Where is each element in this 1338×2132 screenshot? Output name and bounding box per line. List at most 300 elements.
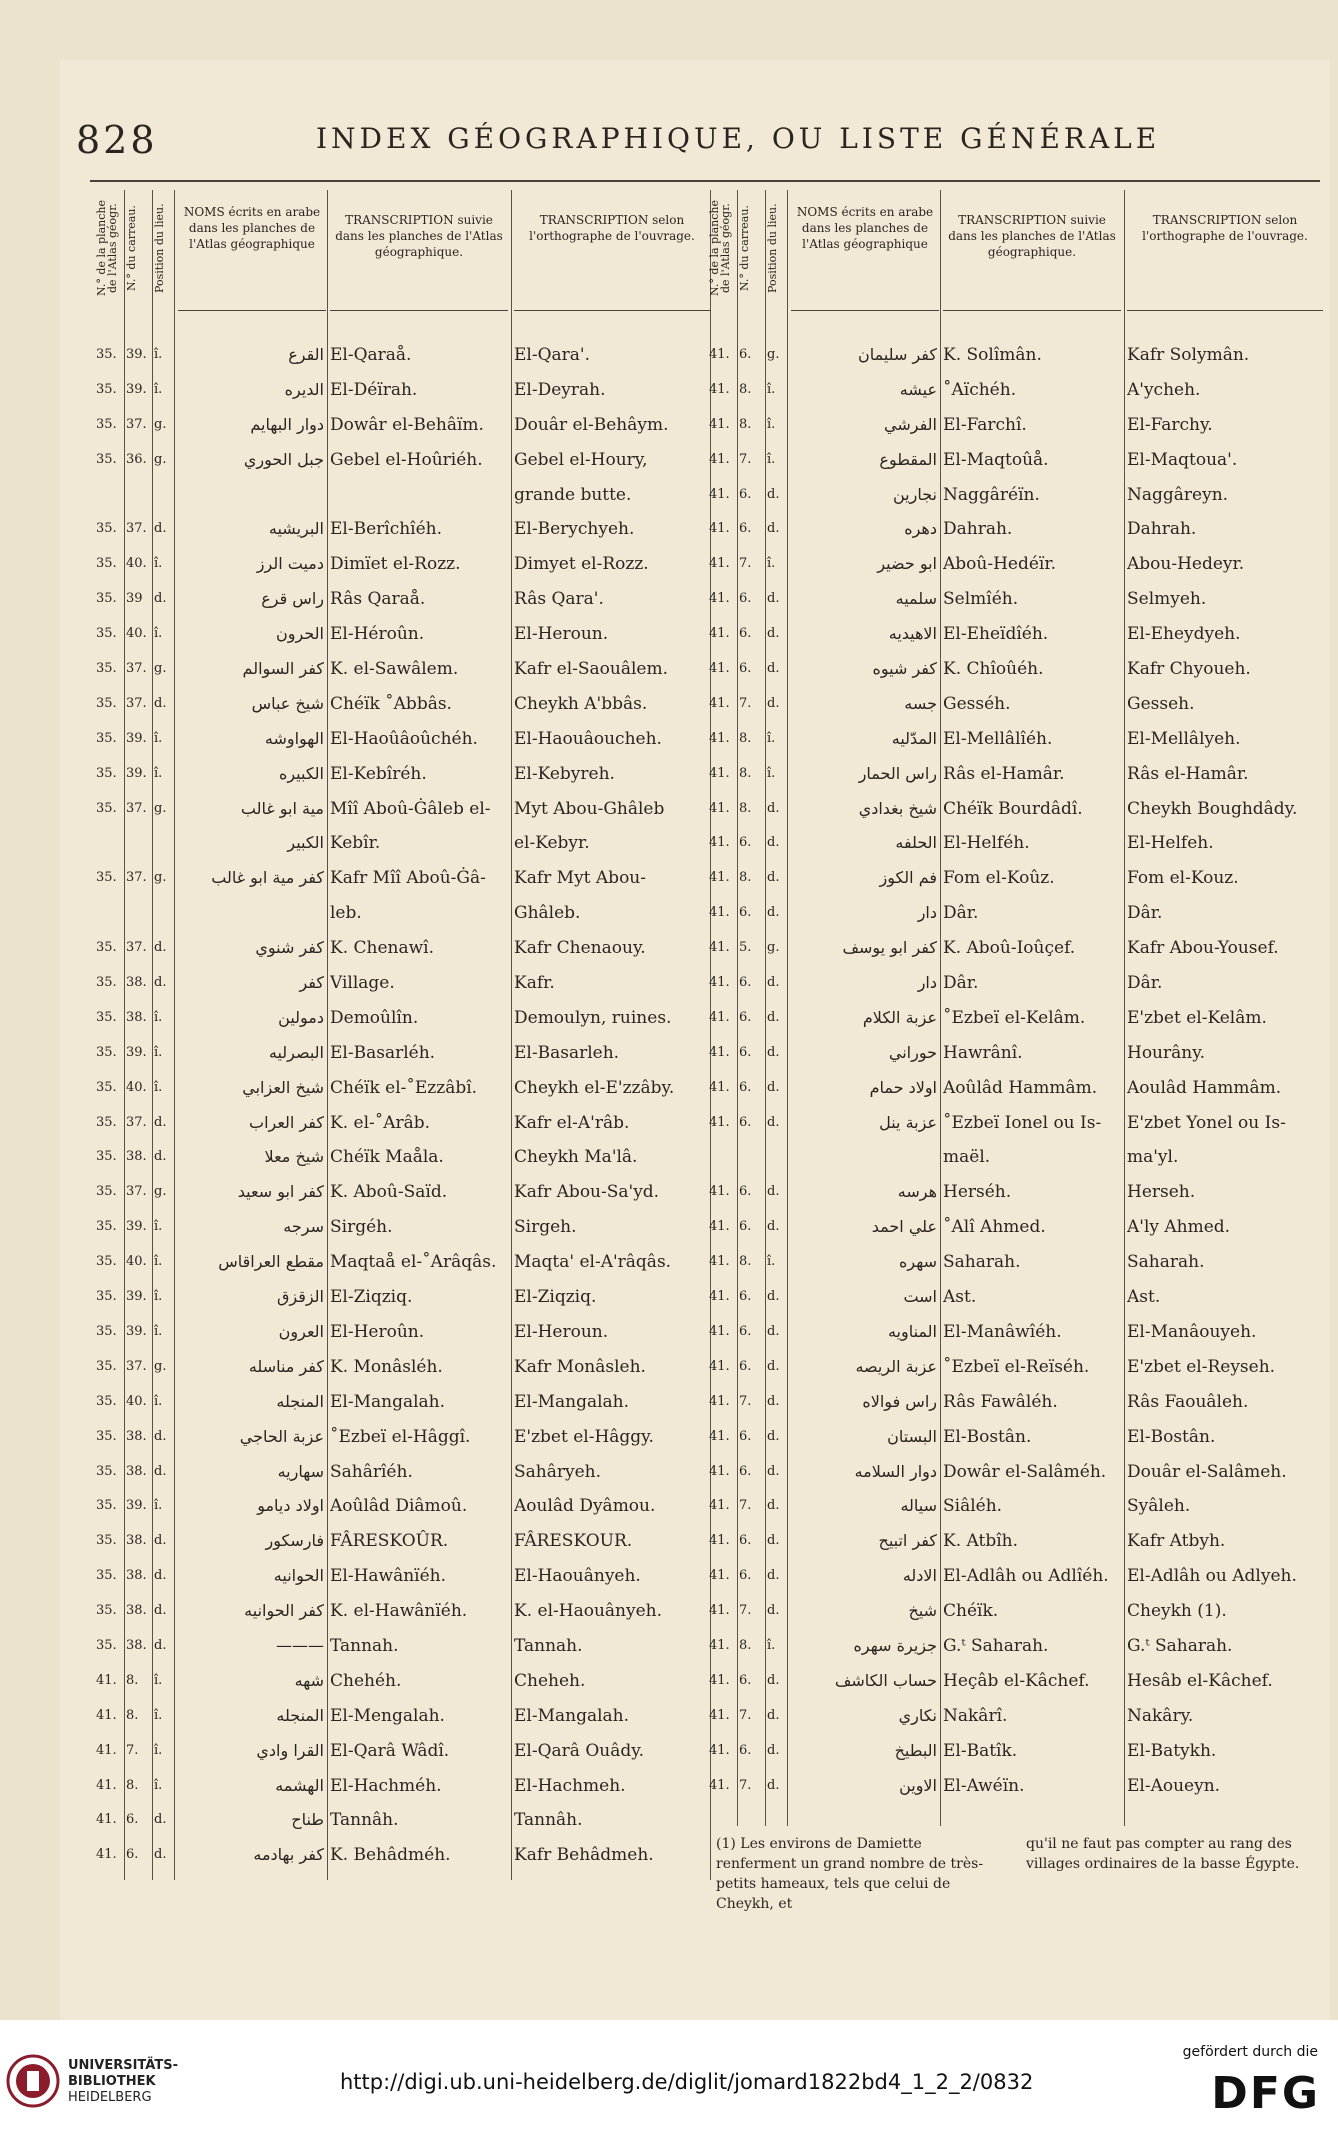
orthography: Ghâleb.: [514, 903, 581, 924]
table-row: [90, 931, 712, 966]
square-number: 6.: [739, 1079, 752, 1095]
transcription: FÂRESKOÛR.: [330, 1531, 449, 1552]
orthography: El-Mellâlyeh.: [1127, 728, 1241, 749]
square-number: 6.: [739, 1742, 752, 1758]
orthography: Gebel el-Houry,: [514, 449, 648, 470]
orthography: El-Mangalah.: [514, 1705, 630, 1726]
arabic-name: دهره: [904, 519, 937, 539]
arabic-name: الحلفه: [895, 833, 937, 853]
col-head-square: N.° du carreau.: [738, 205, 751, 292]
dfg-logo: DFG: [1211, 2068, 1320, 2119]
permalink-url[interactable]: http://digi.ub.uni-heidelberg.de/diglit/jomard1822bd4_1_2_2/0832: [340, 2070, 1034, 2094]
orthography: E'zbet Yonel ou Is-: [1127, 1112, 1286, 1133]
arabic-name: الفرشي: [884, 414, 937, 434]
arabic-name: ———: [276, 1635, 324, 1655]
arabic-name: البطيخ: [894, 1740, 937, 1760]
table-row: [90, 512, 712, 547]
arabic-name: كفر شيوه: [872, 659, 937, 679]
transcription: El-Héroûn.: [330, 624, 425, 645]
square-number: 7.: [739, 556, 752, 572]
table-row: [703, 373, 1325, 408]
position-code: d.: [767, 1428, 780, 1444]
plate-number: 41.: [709, 1009, 730, 1025]
table-row: [90, 1140, 712, 1175]
position-code: î.: [767, 451, 776, 467]
position-code: d.: [767, 1568, 780, 1584]
plate-number: 35.: [96, 1358, 117, 1374]
table-row: [703, 1664, 1325, 1699]
plate-number: 41.: [709, 1289, 730, 1305]
table-row: [90, 1594, 712, 1629]
transcription: Fom el-Koûz.: [943, 868, 1055, 889]
arabic-name: كفر السوالم: [242, 659, 324, 679]
square-number: 6.: [739, 486, 752, 502]
square-number: 8.: [739, 870, 752, 886]
position-code: î.: [154, 1672, 163, 1688]
orthography: Kafr Chyoueh.: [1127, 659, 1251, 680]
position-code: g.: [154, 870, 167, 886]
table-row: [90, 582, 712, 617]
square-number: 40.: [126, 1079, 147, 1095]
plate-number: 35.: [96, 870, 117, 886]
plate-number: 41.: [709, 416, 730, 432]
position-code: d.: [154, 975, 167, 991]
plate-number: 35.: [96, 1254, 117, 1270]
orthography: Dahrah.: [1127, 519, 1197, 540]
table-row: [703, 1350, 1325, 1385]
table-row: [703, 1489, 1325, 1524]
transcription: Aoûlâd Diâmoû.: [330, 1496, 468, 1517]
plate-number: 41.: [709, 1637, 730, 1653]
table-row: [703, 966, 1325, 1001]
square-number: 8.: [739, 381, 752, 397]
orthography: Ast.: [1127, 1287, 1161, 1308]
plate-number: 35.: [96, 416, 117, 432]
orthography: FÂRESKOUR.: [514, 1531, 633, 1552]
col-head-orthography: TRANSCRIPTION selon l'orthographe de l'ouvrage.: [529, 213, 695, 243]
table-row: [90, 1001, 712, 1036]
position-code: d.: [767, 1533, 780, 1549]
position-code: d.: [154, 1847, 167, 1863]
transcription: K. el-Hawânïéh.: [330, 1601, 468, 1622]
position-code: î.: [154, 1777, 163, 1793]
arabic-name: الهشمه: [275, 1775, 324, 1795]
square-number: 6.: [739, 1323, 752, 1339]
running-title: INDEX GÉOGRAPHIQUE, OU LISTE GÉNÉRALE: [316, 122, 1161, 155]
table-row: [90, 1629, 712, 1664]
arabic-name: كفر ابو يوسف: [842, 938, 937, 958]
arabic-name: كفر مية ابو غالب: [211, 868, 324, 888]
position-code: î.: [154, 1742, 163, 1758]
square-number: 38.: [126, 1603, 147, 1619]
square-number: 8.: [739, 800, 752, 816]
square-number: 5.: [739, 940, 752, 956]
plate-number: 35.: [96, 1149, 117, 1165]
position-code: g.: [154, 451, 167, 467]
orthography: El-Haouâoucheh.: [514, 728, 662, 749]
square-number: 39.: [126, 381, 147, 397]
plate-number: 35.: [96, 591, 117, 607]
arabic-name: ابو حضير: [877, 554, 937, 574]
arabic-name: كفر العراب: [249, 1112, 324, 1132]
transcription: El-Qaraå.: [330, 345, 412, 365]
table-row: [90, 617, 712, 652]
plate-number: 41.: [709, 1777, 730, 1793]
transcription: K. Behâdméh.: [330, 1845, 451, 1866]
position-code: d.: [154, 695, 167, 711]
table-row: [703, 338, 1325, 373]
plate-number: 41.: [709, 661, 730, 677]
square-number: 37.: [126, 940, 147, 956]
transcription: El-Maqtoûå.: [943, 449, 1049, 470]
position-code: d.: [154, 521, 167, 537]
table-row: [90, 373, 712, 408]
transcription: K. Chîoûéh.: [943, 659, 1044, 680]
transcription: Chéïk ˚Abbâs.: [330, 693, 452, 714]
arabic-name: عزبة الريصه: [855, 1356, 937, 1376]
plate-number: 35.: [96, 521, 117, 537]
plate-number: 35.: [96, 695, 117, 711]
plate-number: 41.: [709, 1323, 730, 1339]
table-row: [90, 896, 712, 931]
square-number: 8.: [739, 1637, 752, 1653]
table-row: [703, 1106, 1325, 1141]
transcription: El-Berîchîéh.: [330, 519, 443, 540]
square-number: 37.: [126, 521, 147, 537]
position-code: d.: [767, 1463, 780, 1479]
table-row: [90, 1455, 712, 1490]
col-head-arabic: NOMS écrits en arabe dans les planches de l'Atlas géographique: [183, 205, 321, 251]
plate-number: 35.: [96, 940, 117, 956]
table-row: [90, 1838, 712, 1873]
arabic-name: الديره: [284, 379, 324, 399]
arabic-name: المنجله: [276, 1705, 324, 1725]
square-number: 6.: [739, 1672, 752, 1688]
table-row: [90, 1524, 712, 1559]
table-row: [90, 1315, 712, 1350]
transcription: Dâr.: [943, 973, 979, 994]
plate-number: 35.: [96, 1184, 117, 1200]
arabic-name: الزقزق: [276, 1287, 324, 1307]
transcription: Aboû-Hedéïr.: [943, 554, 1057, 575]
position-code: d.: [767, 1358, 780, 1374]
orthography: Cheykh Boughdâdy.: [1127, 798, 1298, 819]
table-row: [703, 547, 1325, 582]
orthography: Fom el-Kouz.: [1127, 868, 1239, 889]
transcription: K. el-Sawâlem.: [330, 659, 459, 680]
table-row: [90, 1734, 712, 1769]
position-code: î.: [154, 1393, 163, 1409]
table-row: [90, 1769, 712, 1804]
plate-number: 41.: [709, 1568, 730, 1584]
transcription: El-Bostân.: [943, 1426, 1032, 1447]
plate-number: 35.: [96, 1568, 117, 1584]
square-number: 7.: [739, 695, 752, 711]
orthography: Sahâryeh.: [514, 1461, 602, 1482]
orthography: Naggâreyn.: [1127, 484, 1229, 505]
arabic-name: حوراني: [888, 1042, 937, 1062]
plate-number: 41.: [709, 800, 730, 816]
plate-number: 41.: [96, 1812, 117, 1828]
square-number: 38.: [126, 1463, 147, 1479]
arabic-name: كفر: [299, 973, 324, 993]
position-code: g.: [767, 347, 780, 362]
position-code: d.: [767, 1672, 780, 1688]
position-code: î.: [154, 1044, 163, 1060]
square-number: 8.: [126, 1777, 139, 1793]
arabic-name: القرا وادي: [256, 1740, 324, 1760]
table-row: [703, 582, 1325, 617]
orthography: Kafr Atbyh.: [1127, 1531, 1226, 1552]
table-row: [90, 966, 712, 1001]
orthography: Cheykh el-E'zzâby.: [514, 1077, 675, 1098]
col-head-arabic: NOMS écrits en arabe dans les planches de l'Atlas géographique: [796, 205, 934, 251]
position-code: î.: [154, 1289, 163, 1305]
plate-number: 41.: [709, 1254, 730, 1270]
square-number: 7.: [739, 1707, 752, 1723]
orthography: E'zbet el-Hâggy.: [514, 1426, 654, 1447]
orthography: Kafr.: [514, 973, 555, 994]
orthography: Myt Abou-Ghâleb: [514, 798, 665, 819]
library-line-2: BIBLIOTHEK: [68, 2074, 156, 2089]
orthography: K. el-Haouânyeh.: [514, 1601, 662, 1622]
position-code: î.: [767, 381, 776, 397]
arabic-name: نجارين: [892, 484, 937, 504]
position-code: d.: [767, 1289, 780, 1305]
position-code: d.: [767, 1044, 780, 1060]
arabic-name: الكبير: [287, 833, 324, 853]
table-row: [90, 792, 712, 827]
position-code: î.: [767, 416, 776, 432]
orthography: El-Farchy.: [1127, 414, 1213, 435]
arabic-name: فارسكور: [265, 1531, 324, 1551]
plate-number: 35.: [96, 626, 117, 642]
transcription: El-Mengalah.: [330, 1705, 445, 1726]
table-row: [90, 652, 712, 687]
transcription: K. Solîmân.: [943, 345, 1042, 365]
arabic-name: راس الحمار: [858, 763, 937, 783]
square-number: 6.: [126, 1812, 139, 1828]
orthography: Saharah.: [1127, 1252, 1205, 1273]
arabic-name: دوار البهايم: [250, 414, 324, 434]
transcription: El-Déïrah.: [330, 379, 418, 400]
arabic-name: فم الكوز: [879, 868, 937, 888]
square-number: 8.: [126, 1672, 139, 1688]
position-code: î.: [154, 626, 163, 642]
table-row: [703, 1594, 1325, 1629]
square-number: 6.: [739, 905, 752, 921]
arabic-name: عزبة الكلام: [862, 1007, 937, 1027]
arabic-name: عيشه: [899, 379, 937, 399]
table-row: [703, 443, 1325, 478]
position-code: g.: [154, 661, 167, 677]
transcription: K. Atbîh.: [943, 1531, 1018, 1552]
position-code: d.: [154, 1568, 167, 1584]
square-number: 6.: [739, 661, 752, 677]
plate-number: 35.: [96, 975, 117, 991]
transcription: Râs Fawâléh.: [943, 1391, 1058, 1412]
position-code: d.: [767, 1184, 780, 1200]
square-number: 40.: [126, 1254, 147, 1270]
position-code: d.: [154, 1812, 167, 1828]
position-code: î.: [154, 556, 163, 572]
transcription: Gesséh.: [943, 693, 1011, 714]
arabic-name: عزبة ينل: [879, 1112, 937, 1132]
footnote-left: (1) Les environs de Damiette renferment un grand nombre de très-petits hameaux, tels que celui de Cheykh, et: [716, 1836, 984, 1912]
plate-number: 35.: [96, 556, 117, 572]
orthography: E'zbet el-Kelâm.: [1127, 1007, 1267, 1028]
position-code: î.: [154, 1079, 163, 1095]
orthography: Kafr Abou-Yousef.: [1127, 938, 1279, 959]
plate-number: 41.: [709, 591, 730, 607]
position-code: d.: [767, 521, 780, 537]
transcription: El-Hawânïéh.: [330, 1566, 447, 1587]
transcription: Chéïk.: [943, 1601, 999, 1622]
transcription: El-Ziqziq.: [330, 1287, 413, 1308]
position-code: g.: [767, 940, 780, 956]
plate-number: 41.: [709, 347, 730, 362]
plate-number: 35.: [96, 661, 117, 677]
arabic-name: مقطع العراقاس: [218, 1252, 324, 1272]
transcription: Dowâr el-Behâïm.: [330, 414, 484, 435]
table-row: [703, 757, 1325, 792]
position-code: î.: [154, 1009, 163, 1025]
transcription: El-Batîk.: [943, 1740, 1018, 1761]
arabic-name: جزيرة سهره: [853, 1635, 937, 1655]
table-row: [703, 861, 1325, 896]
arabic-name: راس فوالاه: [862, 1391, 937, 1411]
orthography: Dâr.: [1127, 903, 1163, 924]
transcription: El-Manâwîéh.: [943, 1321, 1062, 1342]
table-row: [90, 1559, 712, 1594]
square-number: 38.: [126, 1637, 147, 1653]
orthography: ma'yl.: [1127, 1147, 1179, 1168]
square-number: 37.: [126, 800, 147, 816]
transcription: Demoûlîn.: [330, 1007, 419, 1028]
transcription: El-Helféh.: [943, 833, 1030, 854]
transcription: El-Haoûâoûchéh.: [330, 728, 478, 749]
plate-number: 41.: [709, 1707, 730, 1723]
arabic-name: شيخ عباس: [251, 693, 324, 713]
plate-number: 35.: [96, 381, 117, 397]
table-row: [703, 1210, 1325, 1245]
right-table: [703, 190, 1325, 1890]
table-row: [90, 757, 712, 792]
transcription: Sirgéh.: [330, 1217, 393, 1238]
plate-number: 41.: [709, 1184, 730, 1200]
position-code: d.: [154, 1428, 167, 1444]
table-row: [90, 861, 712, 896]
position-code: î.: [154, 1707, 163, 1723]
arabic-name: اولاد ديامو: [257, 1496, 324, 1516]
plate-number: 41.: [709, 521, 730, 537]
table-row: [90, 478, 712, 513]
square-number: 38.: [126, 1149, 147, 1165]
square-number: 40.: [126, 626, 147, 642]
orthography: Herseh.: [1127, 1182, 1196, 1203]
col-head-plate: N.° de la planche de l'Atlas géogr.: [708, 200, 732, 297]
table-row: [703, 1245, 1325, 1280]
arabic-name: سرجه: [283, 1217, 324, 1237]
position-code: d.: [767, 1742, 780, 1758]
arabic-name: المنجله: [276, 1391, 324, 1411]
orthography: El-Hachmeh.: [514, 1775, 626, 1796]
orthography: Tannâh.: [514, 1810, 583, 1831]
table-row: [703, 931, 1325, 966]
orthography: Aoulâd Dyâmou.: [514, 1496, 656, 1517]
position-code: î.: [767, 730, 776, 746]
square-number: 7.: [739, 1393, 752, 1409]
orthography: Kafr Myt Abou-: [514, 868, 646, 889]
square-number: 8.: [739, 730, 752, 746]
plate-number: 41.: [709, 556, 730, 572]
col-head-transcription: TRANSCRIPTION suivie dans les planches de l'Atlas géographique.: [948, 213, 1116, 259]
arabic-name: سهره: [899, 1252, 937, 1272]
position-code: d.: [154, 1114, 167, 1130]
position-code: î.: [767, 1637, 776, 1653]
table-row: [90, 1385, 712, 1420]
transcription: El-Hachméh.: [330, 1775, 442, 1796]
transcription: Tannah.: [330, 1635, 399, 1656]
square-number: 8.: [739, 416, 752, 432]
plate-number: 41.: [709, 1603, 730, 1619]
square-number: 38.: [126, 975, 147, 991]
arabic-name: جبل الحوري: [243, 449, 324, 469]
orthography: Demoulyn, ruines.: [514, 1007, 672, 1028]
arabic-name: كفر ابو سعيد: [237, 1182, 324, 1202]
table-row: [703, 1455, 1325, 1490]
orthography: Selmyeh.: [1127, 589, 1207, 610]
plate-number: 41.: [96, 1742, 117, 1758]
table-row: [703, 826, 1325, 861]
position-code: î.: [154, 1219, 163, 1235]
table-row: [90, 1036, 712, 1071]
position-code: d.: [767, 1498, 780, 1514]
arabic-name: عزبة الحاجي: [239, 1426, 324, 1446]
table-row: [90, 1420, 712, 1455]
orthography: El-Eheydyeh.: [1127, 624, 1241, 645]
plate-number: 41.: [709, 1079, 730, 1095]
arabic-name: المقطوع: [879, 449, 937, 469]
table-row: [90, 443, 712, 478]
table-row: [703, 896, 1325, 931]
plate-number: 41.: [709, 1672, 730, 1688]
square-number: 6.: [739, 591, 752, 607]
transcription: Chéïk Maåla.: [330, 1147, 444, 1168]
plate-number: 41.: [709, 1463, 730, 1479]
arabic-name: شيخ: [908, 1601, 937, 1621]
table-row: [90, 1175, 712, 1210]
position-code: d.: [767, 1323, 780, 1339]
square-number: 6.: [739, 835, 752, 851]
position-code: d.: [154, 1463, 167, 1479]
orthography: Dimyet el-Rozz.: [514, 554, 649, 575]
arabic-name: جسه: [904, 693, 937, 713]
transcription: ˚Alî Ahmed.: [943, 1217, 1046, 1238]
arabic-name: دميت الرز: [256, 554, 324, 574]
table-row: [90, 1803, 712, 1838]
plate-number: 41.: [709, 765, 730, 781]
plate-number: 41.: [96, 1777, 117, 1793]
orthography: grande butte.: [514, 484, 632, 505]
orthography: Tannah.: [514, 1635, 583, 1656]
arabic-name: شيخ بغدادي: [858, 798, 937, 818]
transcription: leb.: [330, 903, 362, 924]
plate-number: 35.: [96, 730, 117, 746]
transcription: ˚Ezbeï el-Kelâm.: [943, 1007, 1086, 1028]
position-code: d.: [767, 486, 780, 502]
square-number: 39.: [126, 1498, 147, 1514]
